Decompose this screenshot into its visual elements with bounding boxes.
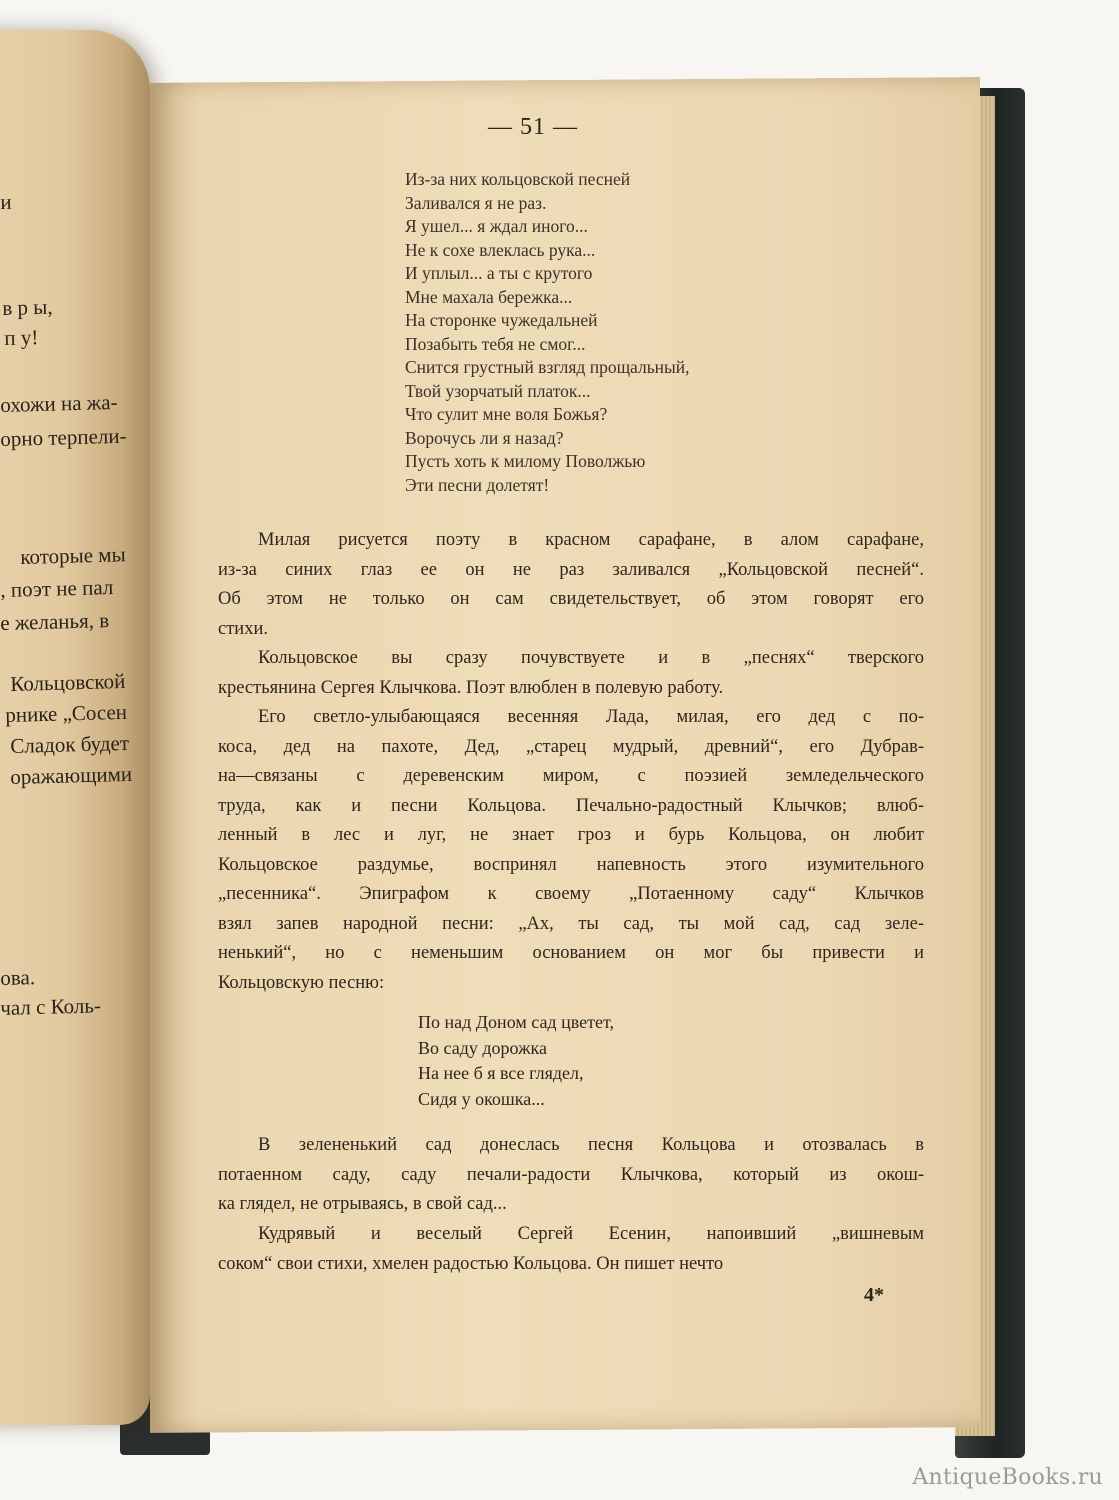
text-line: Об этом не только он сам свидетельствует, об этом говорят его bbox=[218, 589, 924, 609]
text-line: труда, как и песни Кольцова. Печально-радостный Клычков; влюб- bbox=[218, 795, 924, 816]
text-line: коса, дед на пахоте, Дед, „старец мудрый, древний“, его Дубрав- bbox=[218, 736, 924, 757]
text-line: В зелененький сад донеслась песня Кольцова и отозвалась в bbox=[258, 1135, 924, 1155]
text-line: ка глядел, не отрываясь, в свой сад... bbox=[218, 1194, 507, 1214]
paragraph-1 bbox=[218, 526, 924, 644]
page-number: — 51 — bbox=[488, 114, 578, 140]
left-page-fragment: е желанья, в bbox=[0, 608, 110, 635]
text-line: ненький“, но с неменьшим основанием он мог бы привести и bbox=[218, 943, 924, 963]
poem-1-line: На сторонке чужедальней bbox=[405, 310, 598, 330]
poem-1-line: Ворочусь ли я назад? bbox=[405, 427, 564, 448]
paragraph-2 bbox=[218, 644, 924, 703]
left-page-fragment: чал с Коль- bbox=[0, 993, 102, 1020]
text-line: Милая рисуется поэту в красном сарафане, в алом сарафане, bbox=[258, 530, 924, 550]
poem-1-line: Мне махала бережка... bbox=[405, 286, 573, 307]
text-line: ленный в лес и луг, не знает гроз и бурь Кольцова, он любит bbox=[218, 825, 924, 845]
left-page-fragment: ова. bbox=[0, 965, 36, 990]
poem-1-line: Не к сохе влеклась рука... bbox=[405, 239, 596, 260]
text-line: Кольцовское вы сразу почувствуете и в „песнях“ тверского bbox=[258, 648, 924, 668]
text-line: потаенном саду, саду печали-радости Клычкова, который из окош- bbox=[218, 1164, 924, 1185]
poem-2 bbox=[418, 1010, 614, 1112]
watermark: AntiqueBooks.ru bbox=[912, 1465, 1103, 1490]
text-line: стихи. bbox=[218, 618, 268, 639]
poem-1-line: И уплыл... а ты с крутого bbox=[405, 263, 593, 283]
poem-1-line: Я ушел... я ждал иного... bbox=[405, 216, 588, 236]
poem-1-line: Снится грустный взгляд прощальный, bbox=[405, 357, 690, 377]
text-line: Кольцовскую песню: bbox=[218, 972, 385, 993]
text-line: крестьянина Сергея Клычкова. Поэт влюблен в полевую работу. bbox=[218, 677, 724, 698]
left-page-fragment: охожи на жа- bbox=[0, 389, 118, 417]
text-line: Кудрявый и веселый Сергей Есенин, напоивший „вишневым bbox=[258, 1224, 924, 1244]
text-line: „песенника“. Эпиграфом к своему „Потаенному саду“ Клычков bbox=[218, 884, 924, 904]
paragraph-4 bbox=[218, 1131, 924, 1220]
poem-2-line: Во саду дорожка bbox=[418, 1037, 547, 1058]
text-line: Его светло-улыбающаяся весенняя Лада, милая, его дед с по- bbox=[258, 707, 924, 727]
poem-2-line: На нее б я все глядел, bbox=[418, 1063, 584, 1083]
poem-2-line: Сидя у окошка... bbox=[418, 1088, 545, 1109]
text-line: на—связаны с деревенским миром, с поэзией земледельческого bbox=[218, 766, 924, 786]
left-page-fragment: п у! bbox=[4, 325, 39, 350]
left-page-fragment: которые мы bbox=[20, 542, 126, 569]
left-page-fragment: , поэт не пал bbox=[0, 575, 114, 602]
paragraph-3 bbox=[218, 703, 924, 998]
paragraph-5 bbox=[218, 1220, 924, 1279]
text-line: из-за синих глаз ее он не раз заливался „Кольцовской песней“. bbox=[218, 559, 924, 580]
poem-1-line: Пусть хоть к милому Поволжью bbox=[405, 451, 646, 471]
left-page-fragment: оражающими bbox=[10, 761, 133, 789]
poem-1-line: Позабыть тебя не смог... bbox=[405, 333, 586, 354]
left-page-fragment: рнике „Сосен bbox=[5, 699, 128, 727]
poem-1 bbox=[405, 168, 690, 497]
left-page-fragment: в р ы, bbox=[2, 294, 53, 320]
text-line: Кольцовское раздумье, воспринял напевность этого изумительного bbox=[218, 854, 924, 875]
signature-mark: 4* bbox=[864, 1284, 884, 1306]
poem-1-line: Эти песни долетят! bbox=[405, 474, 550, 495]
left-page-fragment: и bbox=[0, 189, 12, 214]
text-line: взял запев народной песни: „Ах, ты сад, ты мой сад, сад зеле- bbox=[218, 913, 924, 934]
poem-1-line: Твой узорчатый платок... bbox=[405, 380, 591, 401]
poem-1-line: Заливался я не раз. bbox=[405, 192, 547, 213]
poem-2-line: По над Доном сад цветет, bbox=[418, 1012, 614, 1032]
left-page-fragment: Сладок будет bbox=[10, 730, 130, 758]
text-line: соком“ свои стихи, хмелен радостью Кольцова. Он пишет нечто bbox=[218, 1253, 724, 1274]
poem-1-line: Что сулит мне воля Божья? bbox=[405, 404, 608, 424]
left-page-fragment: орно терпели- bbox=[0, 423, 127, 451]
left-page-fragment: Кольцовской bbox=[10, 668, 126, 696]
poem-1-line: Из-за них кольцовской песней bbox=[405, 169, 631, 189]
